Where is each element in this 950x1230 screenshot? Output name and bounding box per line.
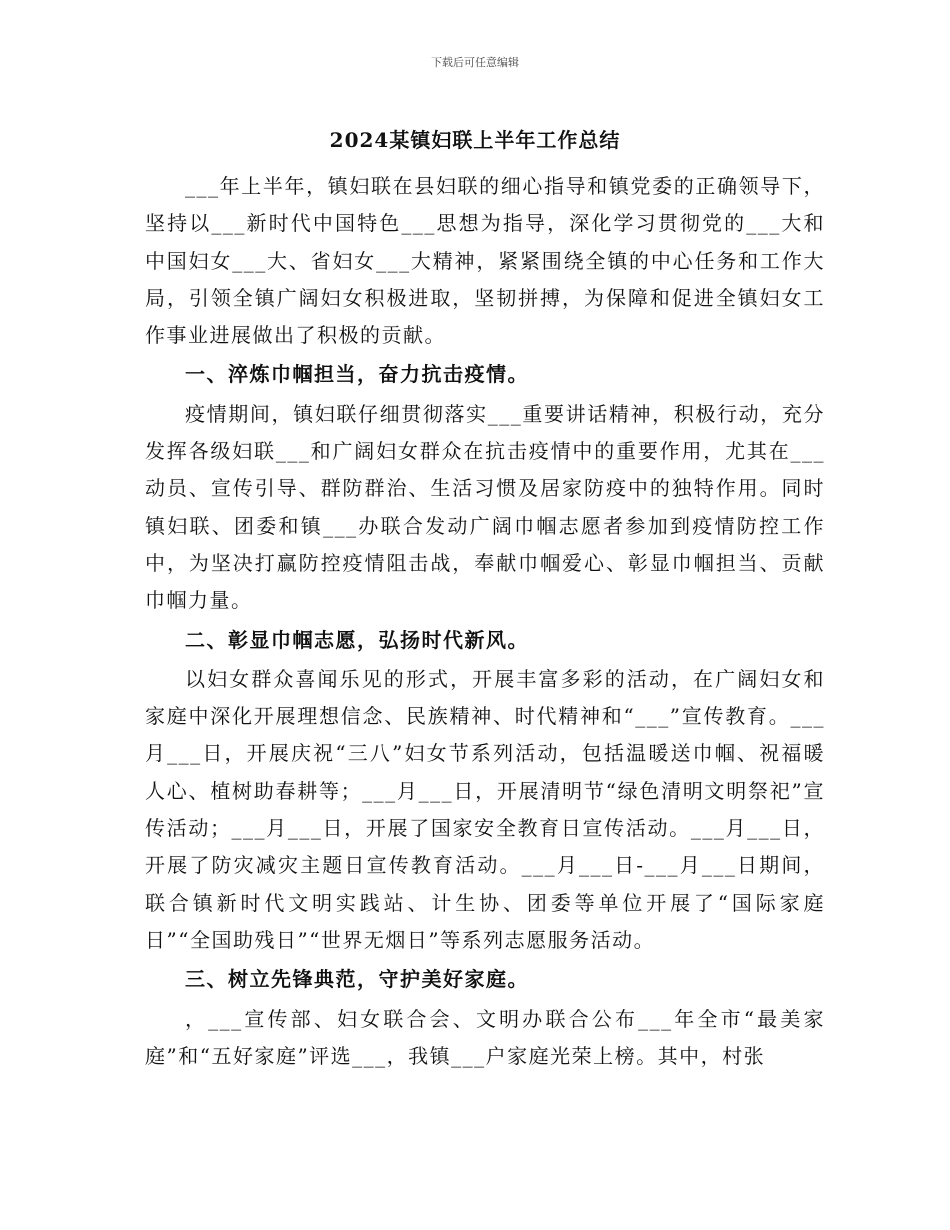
intro-paragraph: ___年上半年，镇妇联在县妇联的细心指导和镇党委的正确领导下，坚持以___新时代中国特色___思想为指导，深化学习贯彻党的___大和中国妇女___大、省妇女___大精神，紧紧围绕全镇的中心任务和工作大局，引领全镇广阔妇女积极进取，坚韧拼搏，为保障和促进全镇妇女工作事业进展做出了积极的贡献。 bbox=[145, 174, 825, 348]
document-body bbox=[145, 168, 825, 1075]
section-paragraph-1: 疫情期间，镇妇联仔细贯彻落实___重要讲话精神，积极行动，充分发挥各级妇联___和广阔妇女群众在抗击疫情中的重要作用，尤其在___动员、宣传引导、群防群治、生活习惯及居家防疫中的独特作用。同时镇妇联、团委和镇___办联合发动广阔巾帼志愿者参加到疫情防控工作中，为坚决打赢防控疫情阻击战，奉献巾帼爱心、彰显巾帼担当、贡献巾帼力量。 bbox=[145, 401, 825, 613]
section-heading-2: 二、彰显巾帼志愿，弘扬时代新风。 bbox=[185, 627, 529, 652]
section-paragraph-2: 以妇女群众喜闻乐见的形式，开展丰富多彩的活动，在广阔妇女和家庭中深化开展理想信念、民族精神、时代精神和“___”宣传教育。___月___日，开展庆祝“三八”妇女节系列活动，包括温暖送巾帼、祝福暖人心、植树助春耕等；___月___日，开展清明节“绿色清明文明祭祀”宣传活动；___月___日，开展了国家安全教育日宣传活动。___月___日，开展了防灾减灾主题日宣传教育活动。___月___日-___月___日期间，联合镇新时代文明实践站、计生协、团委等单位开展了“国际家庭日”“全国助残日”“世界无烟日”等系列志愿服务活动。 bbox=[145, 666, 825, 952]
section-paragraph-3: ，___宣传部、妇女联合会、文明办联合公布___年全市“最美家庭”和“五好家庭”评选___，我镇___户家庭光荣上榜。其中，村张 bbox=[145, 1006, 825, 1068]
page-title: 2024某镇妇联上半年工作总结 bbox=[329, 128, 621, 152]
section-heading-3: 三、树立先锋典范，守护美好家庭。 bbox=[185, 967, 529, 992]
header-note: 下载后可任意编辑 bbox=[431, 56, 519, 69]
section-heading-1: 一、淬炼巾帼担当，奋力抗击疫情。 bbox=[185, 362, 529, 387]
